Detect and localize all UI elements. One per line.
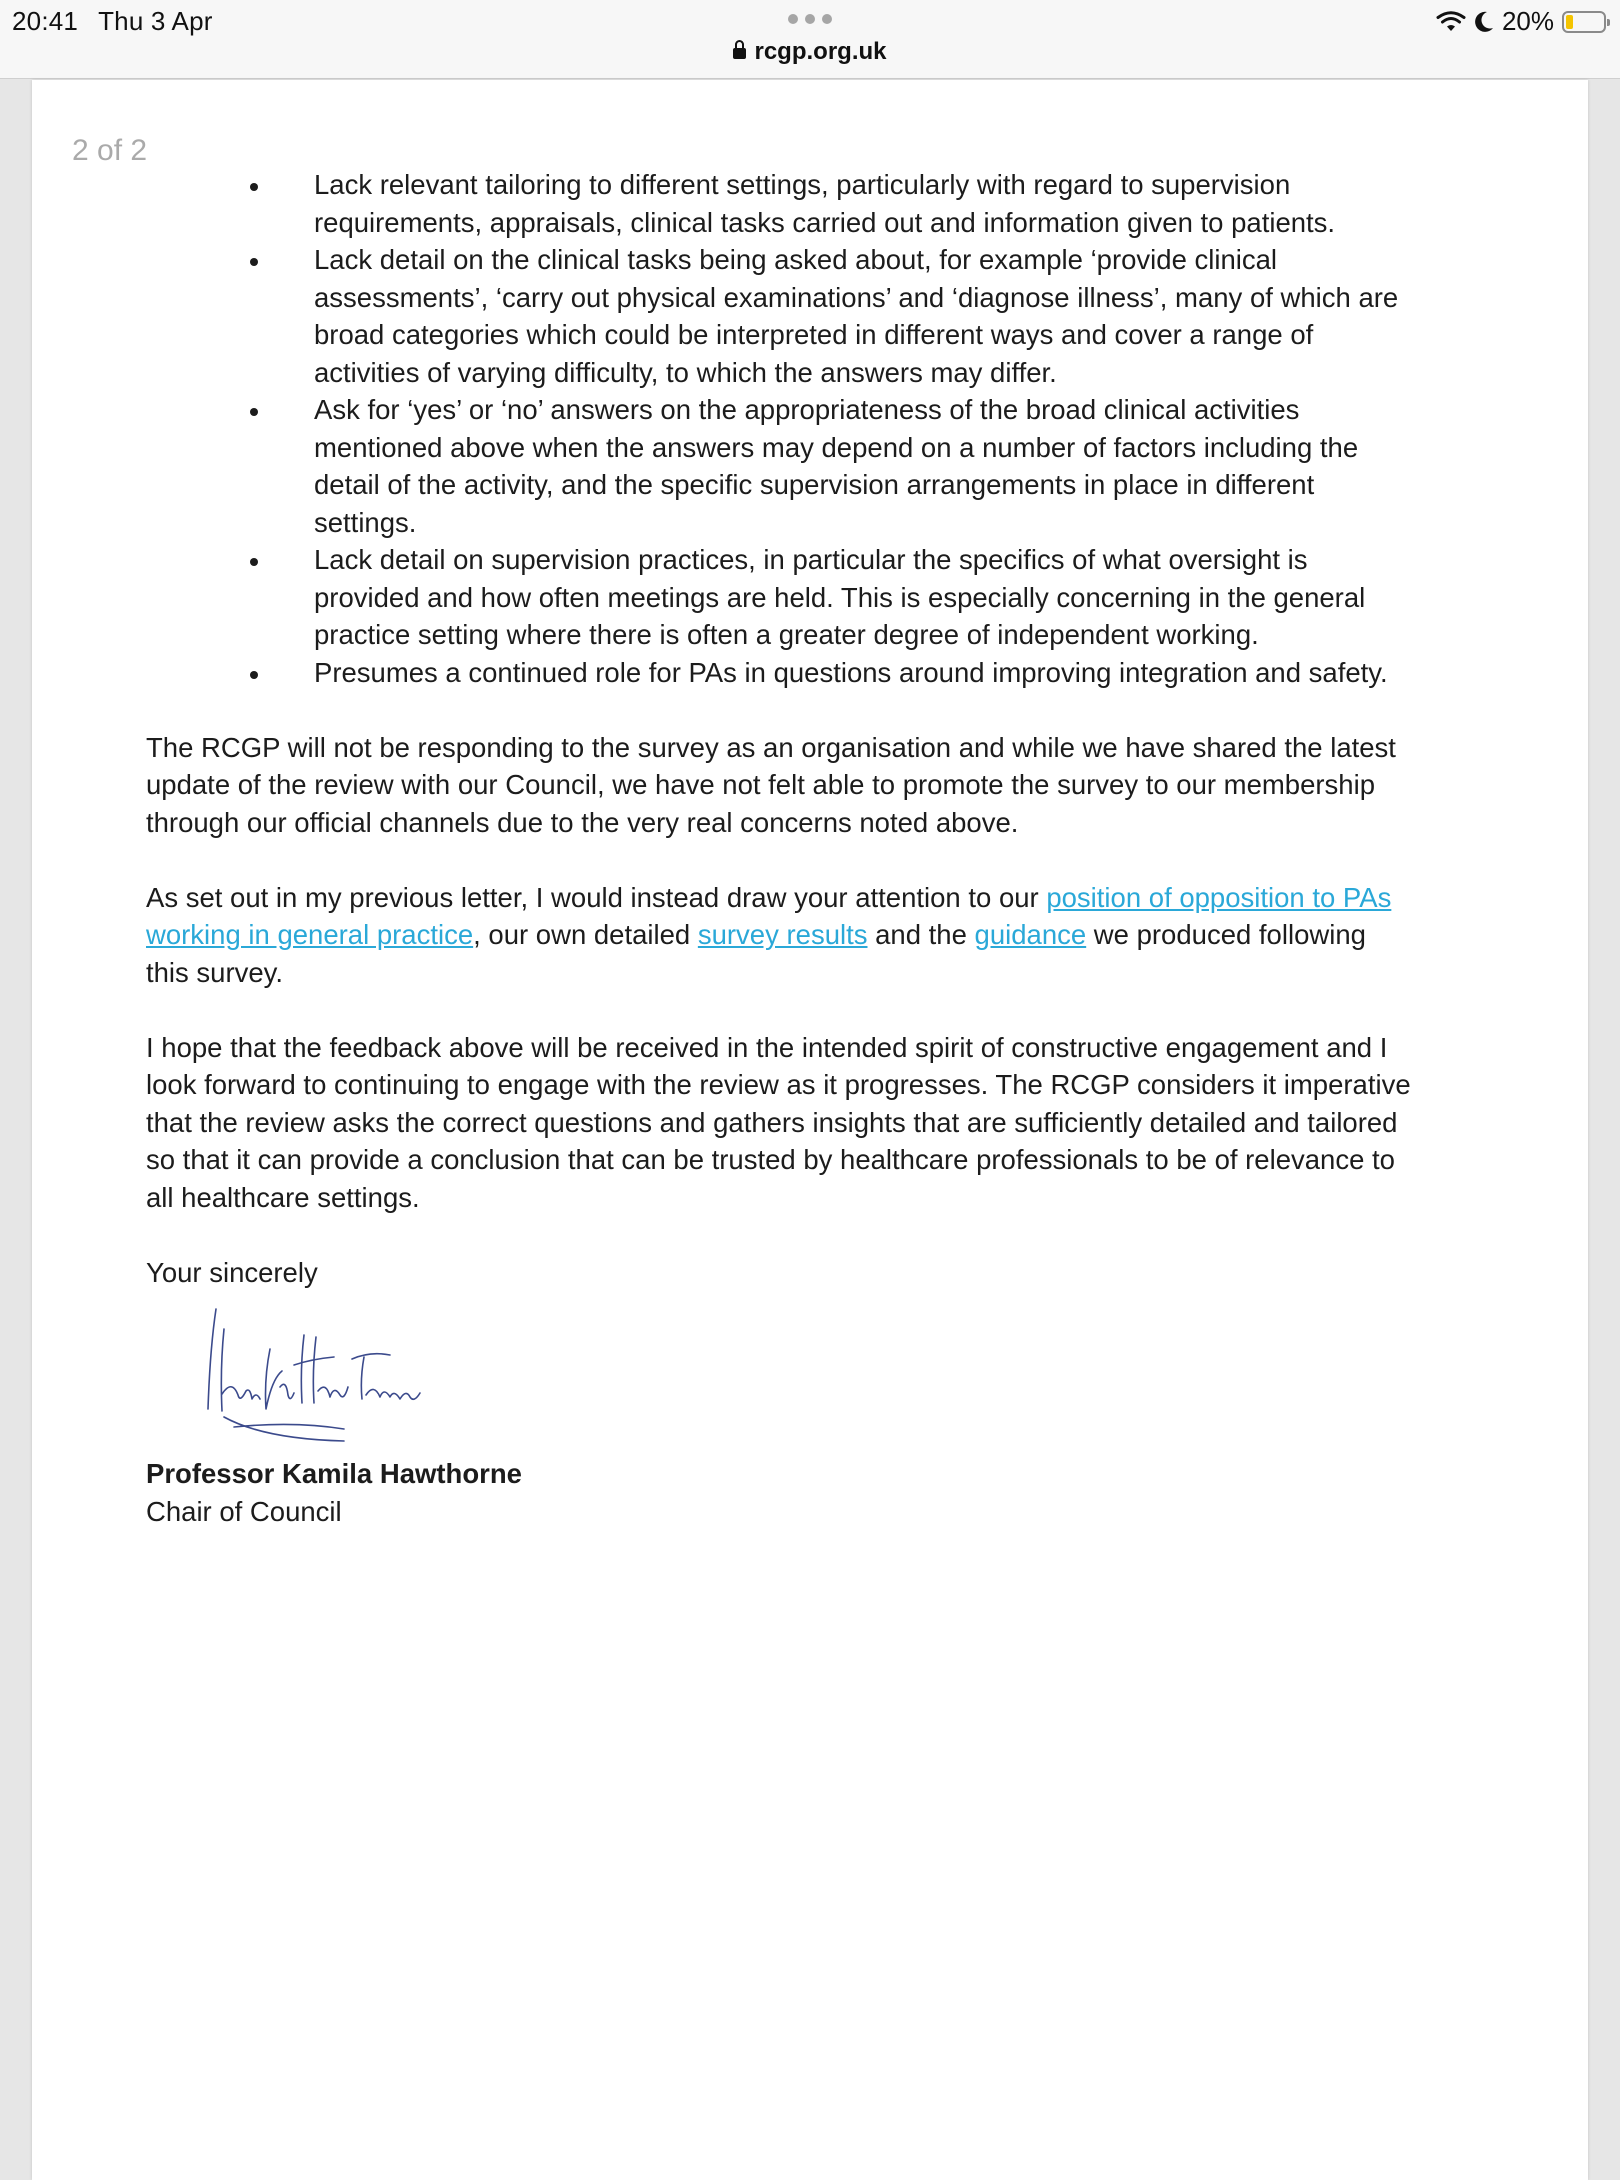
list-item: Lack relevant tailoring to different settings, particularly with regard to supervision requirements, appraisals, clinical tasks carried out and information given to patients. bbox=[314, 166, 1416, 241]
text-span: , our own detailed bbox=[473, 919, 698, 950]
clock-time: 20:41 bbox=[12, 6, 79, 36]
battery-percent: 20% bbox=[1501, 6, 1554, 36]
text-span: and the bbox=[867, 919, 975, 950]
battery-level-fill bbox=[1566, 15, 1573, 29]
signer-name: Professor Kamila Hawthorne bbox=[146, 1458, 522, 1489]
list-item: Lack detail on supervision practices, in particular the specifics of what oversight is provided and how often meetings are held. This is especially concerning in the general practice setting where there is often a greater degree of independent working. bbox=[314, 541, 1416, 654]
lock-icon bbox=[733, 48, 746, 59]
status-time bbox=[12, 6, 213, 37]
guidance-link[interactable]: guidance bbox=[974, 919, 1087, 950]
list-item: Presumes a continued role for PAs in questions around improving integration and safety. bbox=[314, 654, 1416, 692]
paragraph-feedback: I hope that the feedback above will be received in the intended spirit of constructive engagement and I look forward to continuing to engage with the review as it progresses. The RCGP considers it imperative that the review asks the correct questions and gathers insights that are sufficiently detailed and tailored so that it can provide a conclusion that can be trusted by healthcare professionals to be of relevance to all healthcare settings. bbox=[146, 1031, 1411, 1213]
position-of-opposition-link[interactable]: position of opposition to PAs working in general practice bbox=[146, 881, 1392, 950]
url-text: rcgp.org.uk bbox=[754, 38, 887, 65]
dot bbox=[822, 14, 832, 24]
browser-status-bar bbox=[0, 0, 1620, 79]
dot bbox=[805, 14, 815, 24]
survey-results-link[interactable]: survey results bbox=[697, 919, 868, 950]
text-span: we produced following this survey. bbox=[146, 919, 1366, 988]
sign-off: Your sincerely bbox=[146, 1256, 318, 1288]
address-bar[interactable] bbox=[0, 38, 1620, 66]
signer-title: Chair of Council bbox=[146, 1495, 342, 1527]
paragraph-links bbox=[146, 879, 1416, 992]
moon-icon bbox=[1474, 11, 1494, 33]
status-indicators bbox=[1436, 6, 1606, 37]
dot bbox=[788, 14, 798, 24]
wifi-icon bbox=[1436, 11, 1466, 33]
letter-body bbox=[146, 166, 1416, 1530]
paragraph-survey: The RCGP will not be responding to the survey as an organisation and while we have shared the latest update of the review with our Council, we have not felt able to promote the survey to our membership through our official channels due to the very real concerns noted above. bbox=[146, 731, 1396, 838]
battery-icon bbox=[1562, 11, 1606, 33]
list-item: Lack detail on the clinical tasks being asked about, for example ‘provide clinical assessments’, ‘carry out physical examinations’ and ‘diagnose illness’, many of which are broad categories which could be interpreted in different ways and cover a range of activities of varying difficulty, to which the answers may differ. bbox=[314, 241, 1416, 391]
more-options-icon[interactable] bbox=[788, 14, 832, 24]
concerns-list bbox=[146, 166, 1416, 691]
clock-date: Thu 3 Apr bbox=[98, 6, 213, 36]
list-item: Ask for ‘yes’ or ‘no’ answers on the appropriateness of the broad clinical activities mentioned above when the answers may depend on a number of factors including the detail of the activity, and the specific supervision arrangements in place in different settings. bbox=[314, 391, 1416, 541]
text-span: As set out in my previous letter, I would instead draw your attention to our bbox=[146, 881, 1047, 913]
page-indicator: 2 of 2 bbox=[72, 134, 148, 167]
signature-image bbox=[194, 1299, 434, 1449]
